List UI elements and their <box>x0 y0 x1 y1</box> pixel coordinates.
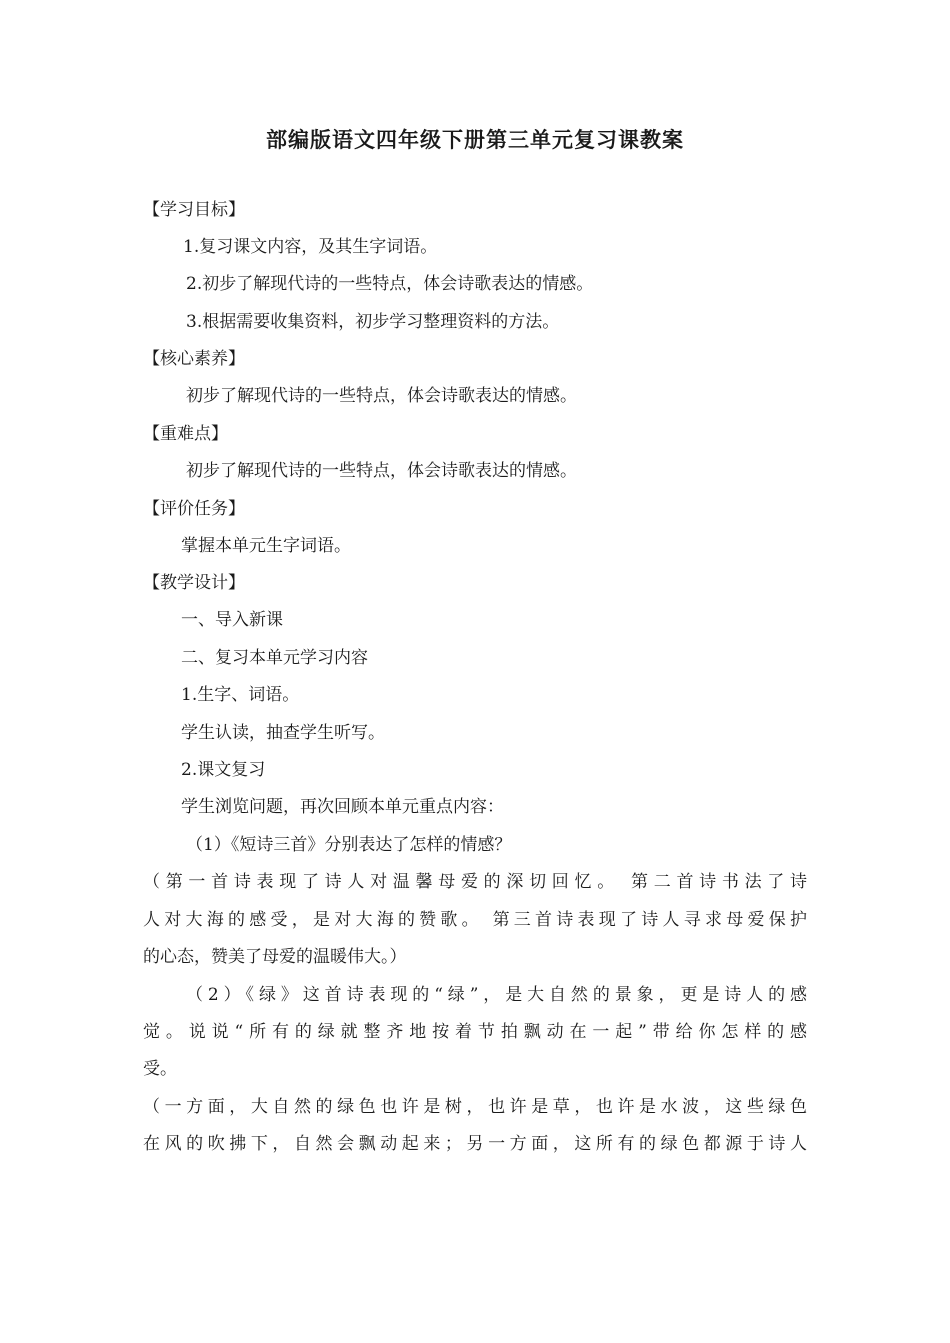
heading-core-literacy: 【核心素养】 <box>143 349 245 369</box>
document-title: 部编版语文四年级下册第三单元复习课教案 <box>266 128 684 152</box>
goal-item-2: 2.初步了解现代诗的一些特点，体会诗歌表达的情感。 <box>186 274 594 294</box>
key-difficulties-text: 初步了解现代诗的一些特点，体会诗歌表达的情感。 <box>186 461 577 481</box>
goal-item-1: 1.复习课文内容，及其生字词语。 <box>183 237 438 257</box>
question-2-line-3: 受。 <box>143 1059 177 1079</box>
answer-1-line-1: （第一首诗表现了诗人对温馨母爱的深切回忆。 第二首诗书法了诗 <box>143 872 807 892</box>
design-substep-2: 2.课文复习 <box>181 760 266 780</box>
design-substep-1: 1.生字、词语。 <box>181 685 300 705</box>
heading-evaluation-task: 【评价任务】 <box>143 499 245 519</box>
evaluation-task-text: 掌握本单元生字词语。 <box>181 536 351 556</box>
design-substep-2-text: 学生浏览问题，再次回顾本单元重点内容： <box>181 797 504 817</box>
answer-2-line-1: （一方面，大自然的绿色也许是树，也许是草，也许是水波，这些绿色 <box>143 1097 807 1117</box>
heading-learning-goals: 【学习目标】 <box>143 200 245 220</box>
goal-item-3: 3.根据需要收集资料，初步学习整理资料的方法。 <box>186 312 560 332</box>
question-2-line-1: （2）《绿》这首诗表现的“绿”，是大自然的景象，更是诗人的感 <box>186 985 807 1005</box>
question-1: （1）《短诗三首》分别表达了怎样的情感？ <box>186 835 512 855</box>
question-2-line-2: 觉。说说“所有的绿就整齐地按着节拍飘动在一起”带给你怎样的感 <box>143 1022 807 1042</box>
heading-teaching-design: 【教学设计】 <box>143 573 245 593</box>
design-step-2: 二、复习本单元学习内容 <box>181 648 368 668</box>
heading-key-difficulties: 【重难点】 <box>143 424 228 444</box>
answer-1-line-3: 的心态，赞美了母爱的温暖伟大。） <box>143 947 407 967</box>
answer-1-line-2: 人对大海的感受，是对大海的赞歌。 第三首诗表现了诗人寻求母爱保护 <box>143 910 807 930</box>
design-substep-1-text: 学生认读，抽查学生听写。 <box>181 723 385 743</box>
answer-2-line-2: 在风的吹拂下，自然会飘动起来；另一方面，这所有的绿色都源于诗人 <box>143 1134 807 1154</box>
core-literacy-text: 初步了解现代诗的一些特点，体会诗歌表达的情感。 <box>186 386 577 406</box>
design-step-1: 一、导入新课 <box>181 610 283 630</box>
